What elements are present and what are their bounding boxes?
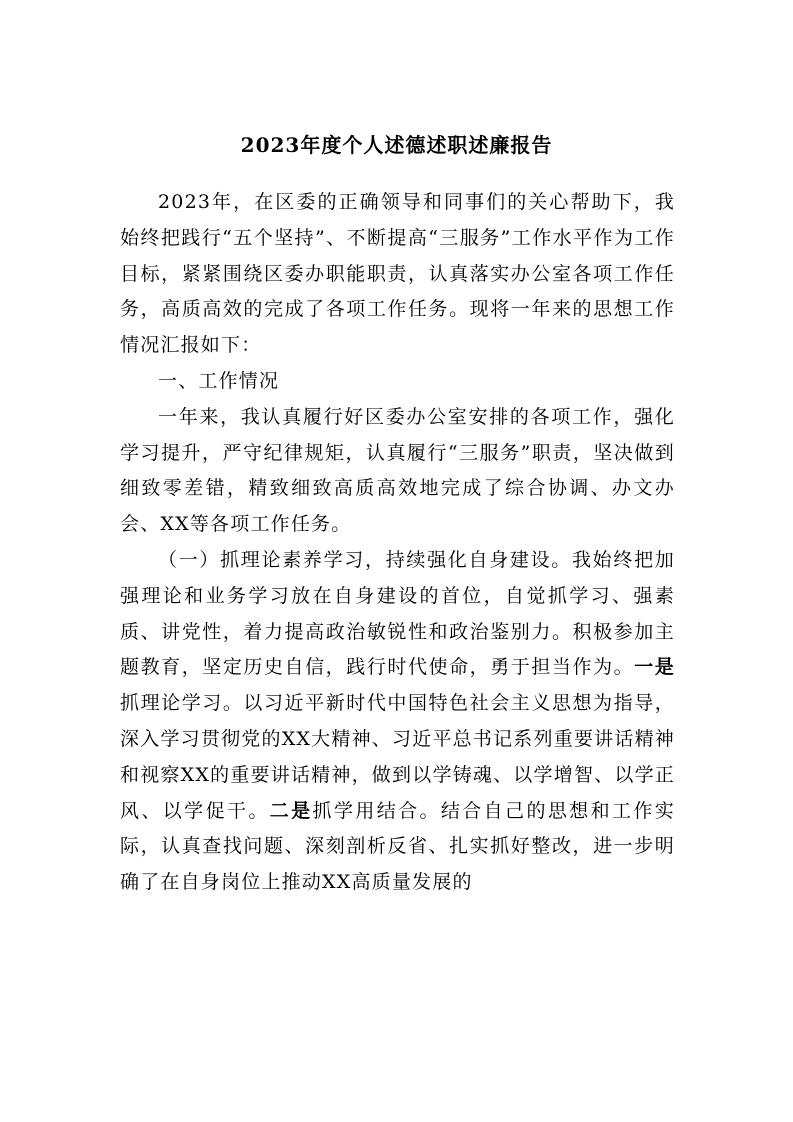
subsection-theory-study-text: （一）抓理论素养学习，持续强化自身建设。我始终把加强理论和业务学习放在自身建设的首位，自觉抓学习、强素质、讲党性，着力提高政治敏锐性和政治鉴别力。积极参加主题教育，坚定历史自信，践行时代使命，勇于担当作为。 bbox=[120, 548, 675, 679]
section-heading-work-status: 一、工作情况 bbox=[158, 369, 280, 392]
document-body bbox=[120, 185, 675, 901]
subsection-theory-study-paragraph bbox=[120, 543, 675, 901]
point-two-lead: 二是 bbox=[269, 799, 313, 822]
document-title: 2023年度个人述德述职述廉报告 bbox=[240, 133, 553, 157]
point-one-lead: 一是 bbox=[634, 656, 675, 679]
point-one-text: 抓理论学习。以习近平新时代中国特色社会主义思想为指导，深入学习贯彻党的XX大精神、习近平总书记系列重要讲话精神和视察XX的重要讲话精神，做到以学铸魂、以学增智、以学正风、以学促干。 bbox=[120, 692, 675, 822]
intro-paragraph: 2023年，在区委的正确领导和同事们的关心帮助下，我始终把践行“五个坚持”、不断提高“三服务”工作水平作为工作目标，紧紧围绕区委办职能职责，认真落实办公室各项工作任务，高质高效的完成了各项工作任务。现将一年来的思想工作情况汇报如下： bbox=[120, 191, 675, 357]
point-two-text: 抓学用结合。结合自己的思想和工作实际，认真查找问题、深刻剖析反省、扎实抓好整改，进一步明确了在自身岗位上推动XX高质量发展的 bbox=[120, 799, 676, 894]
section-work-status-paragraph: 一年来，我认真履行好区委办公室安排的各项工作，强化学习提升，严守纪律规矩，认真履行“三服务”职责，坚决做到细致零差错，精致细致高质高效地完成了综合协调、办文办会、XX等各项工作任务。 bbox=[120, 405, 675, 536]
